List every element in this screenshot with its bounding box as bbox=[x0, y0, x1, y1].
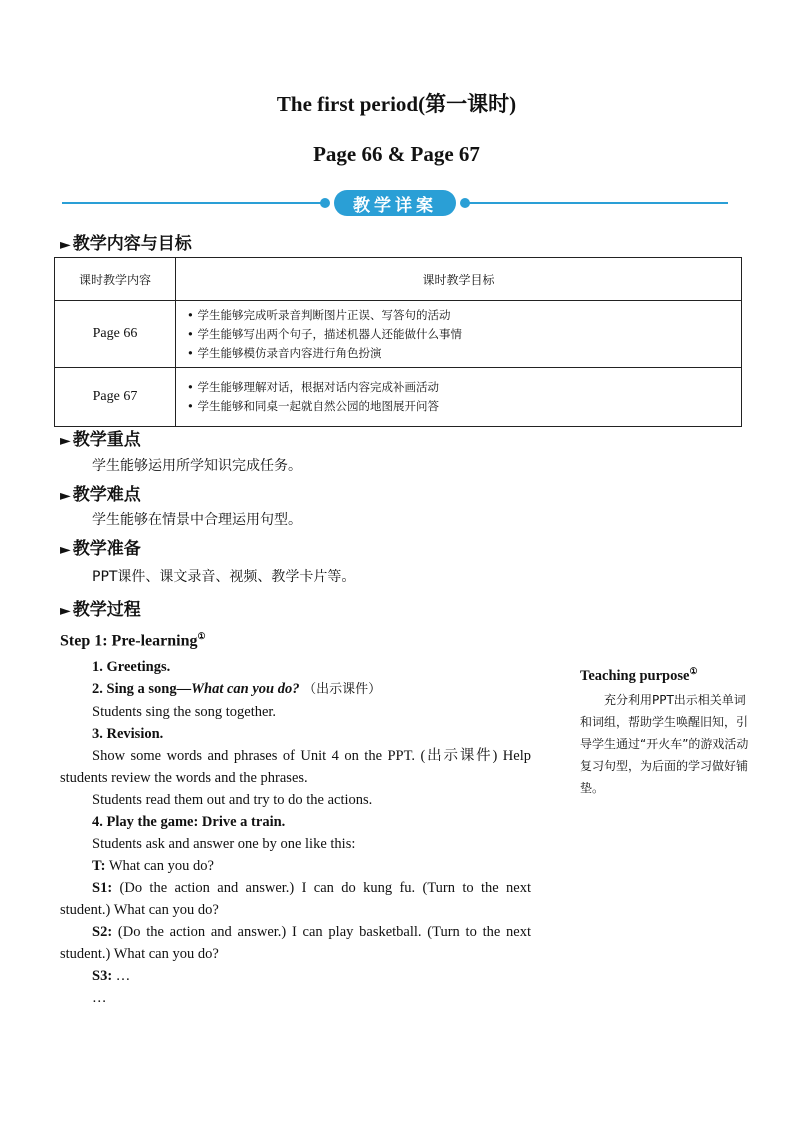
sing-song-line: 2. Sing a song—What can you do? （出示课件） bbox=[92, 681, 382, 698]
game-heading: 4. Play the game: Drive a train. bbox=[92, 814, 286, 831]
page-subtitle: Page 66 & Page 67 bbox=[313, 142, 480, 166]
goal-item: • 学生能够完成听录音判断图片正误、写答句的活动 bbox=[187, 306, 740, 325]
page-title: The first period(第一课时) bbox=[276, 92, 517, 116]
section-banner bbox=[62, 189, 728, 217]
dialogue-line: S2: (Do the action and answer.) I can play basketball. (Turn to the next student.) What can you do? bbox=[60, 924, 531, 963]
greetings: 1. Greetings. bbox=[92, 659, 171, 676]
table-cell-content: Page 66 bbox=[55, 301, 176, 368]
revision-text: Show some words and phrases of Unit 4 on the PPT. (出示课件) Help students review the words and the phrases. bbox=[60, 748, 531, 787]
header-cell: 课时教学目标 bbox=[176, 258, 742, 301]
table-row bbox=[55, 368, 742, 427]
teaching-purpose-note bbox=[580, 666, 750, 799]
banner-dot-left bbox=[320, 198, 330, 208]
section-heading-difficulties: ► 教学难点 bbox=[60, 485, 141, 505]
triangle-icon: ► bbox=[60, 603, 71, 619]
banner-line-right bbox=[468, 202, 728, 204]
triangle-icon: ► bbox=[60, 433, 71, 449]
teaching-purpose-text: 充分利用PPT出示相关单词和词组，帮助学生唤醒旧知，引导学生通过“开火车”的游戏活动复习句型，为后面的学习做好铺垫。 bbox=[580, 692, 749, 795]
table-row bbox=[55, 301, 742, 368]
process-body bbox=[60, 625, 531, 1009]
goal-item: • 学生能够模仿录音内容进行角色扮演 bbox=[187, 344, 740, 363]
triangle-icon: ► bbox=[60, 542, 71, 558]
teaching-purpose-heading: Teaching purpose① bbox=[580, 666, 698, 684]
key-points-text: 学生能够运用所学知识完成任务。 bbox=[92, 458, 302, 474]
step-heading: Step 1: Pre-learning① bbox=[60, 631, 206, 650]
triangle-icon: ► bbox=[60, 237, 71, 253]
ellipsis: … bbox=[92, 990, 107, 1007]
difficulties-text: 学生能够在情景中合理运用句型。 bbox=[92, 512, 302, 528]
section-heading-process: ► 教学过程 bbox=[60, 600, 141, 620]
table-header-row bbox=[55, 258, 742, 301]
banner-label: 教学详案 bbox=[334, 190, 456, 216]
goal-item: • 学生能够和同桌一起就自然公园的地图展开问答 bbox=[187, 397, 740, 416]
dialogue-line: S1: (Do the action and answer.) I can do kung fu. (Turn to the next student.) What can you do? bbox=[60, 880, 532, 919]
table-cell-content: Page 67 bbox=[55, 368, 176, 427]
footnote-mark: ① bbox=[197, 631, 206, 641]
objectives-table bbox=[54, 257, 742, 427]
footnote-mark: ① bbox=[689, 666, 698, 676]
goal-item: • 学生能够写出两个句子，描述机器人还能做什么事情 bbox=[187, 325, 740, 344]
triangle-icon: ► bbox=[60, 488, 71, 504]
revision: 3. Revision. bbox=[92, 726, 164, 743]
header-cell: 课时教学内容 bbox=[55, 258, 176, 301]
dialogue-line: T: What can you do? bbox=[92, 858, 214, 875]
table-cell-goals bbox=[176, 368, 742, 427]
section-heading-preparation: ► 教学准备 bbox=[60, 539, 141, 559]
game-text: Students ask and answer one by one like this: bbox=[92, 836, 356, 853]
table-cell-goals bbox=[176, 301, 742, 368]
goal-item: • 学生能够理解对话，根据对话内容完成补画活动 bbox=[187, 378, 740, 397]
sing-text: Students sing the song together. bbox=[92, 704, 277, 721]
section-heading-content-goals: ► 教学内容与目标 bbox=[60, 234, 192, 254]
revision-text: Students read them out and try to do the actions. bbox=[92, 792, 373, 809]
section-heading-key-points: ► 教学重点 bbox=[60, 430, 141, 450]
preparation-text: PPT课件、课文录音、视频、教学卡片等。 bbox=[92, 569, 356, 585]
banner-line-left bbox=[62, 202, 322, 204]
dialogue-line: S3: … bbox=[92, 968, 131, 985]
